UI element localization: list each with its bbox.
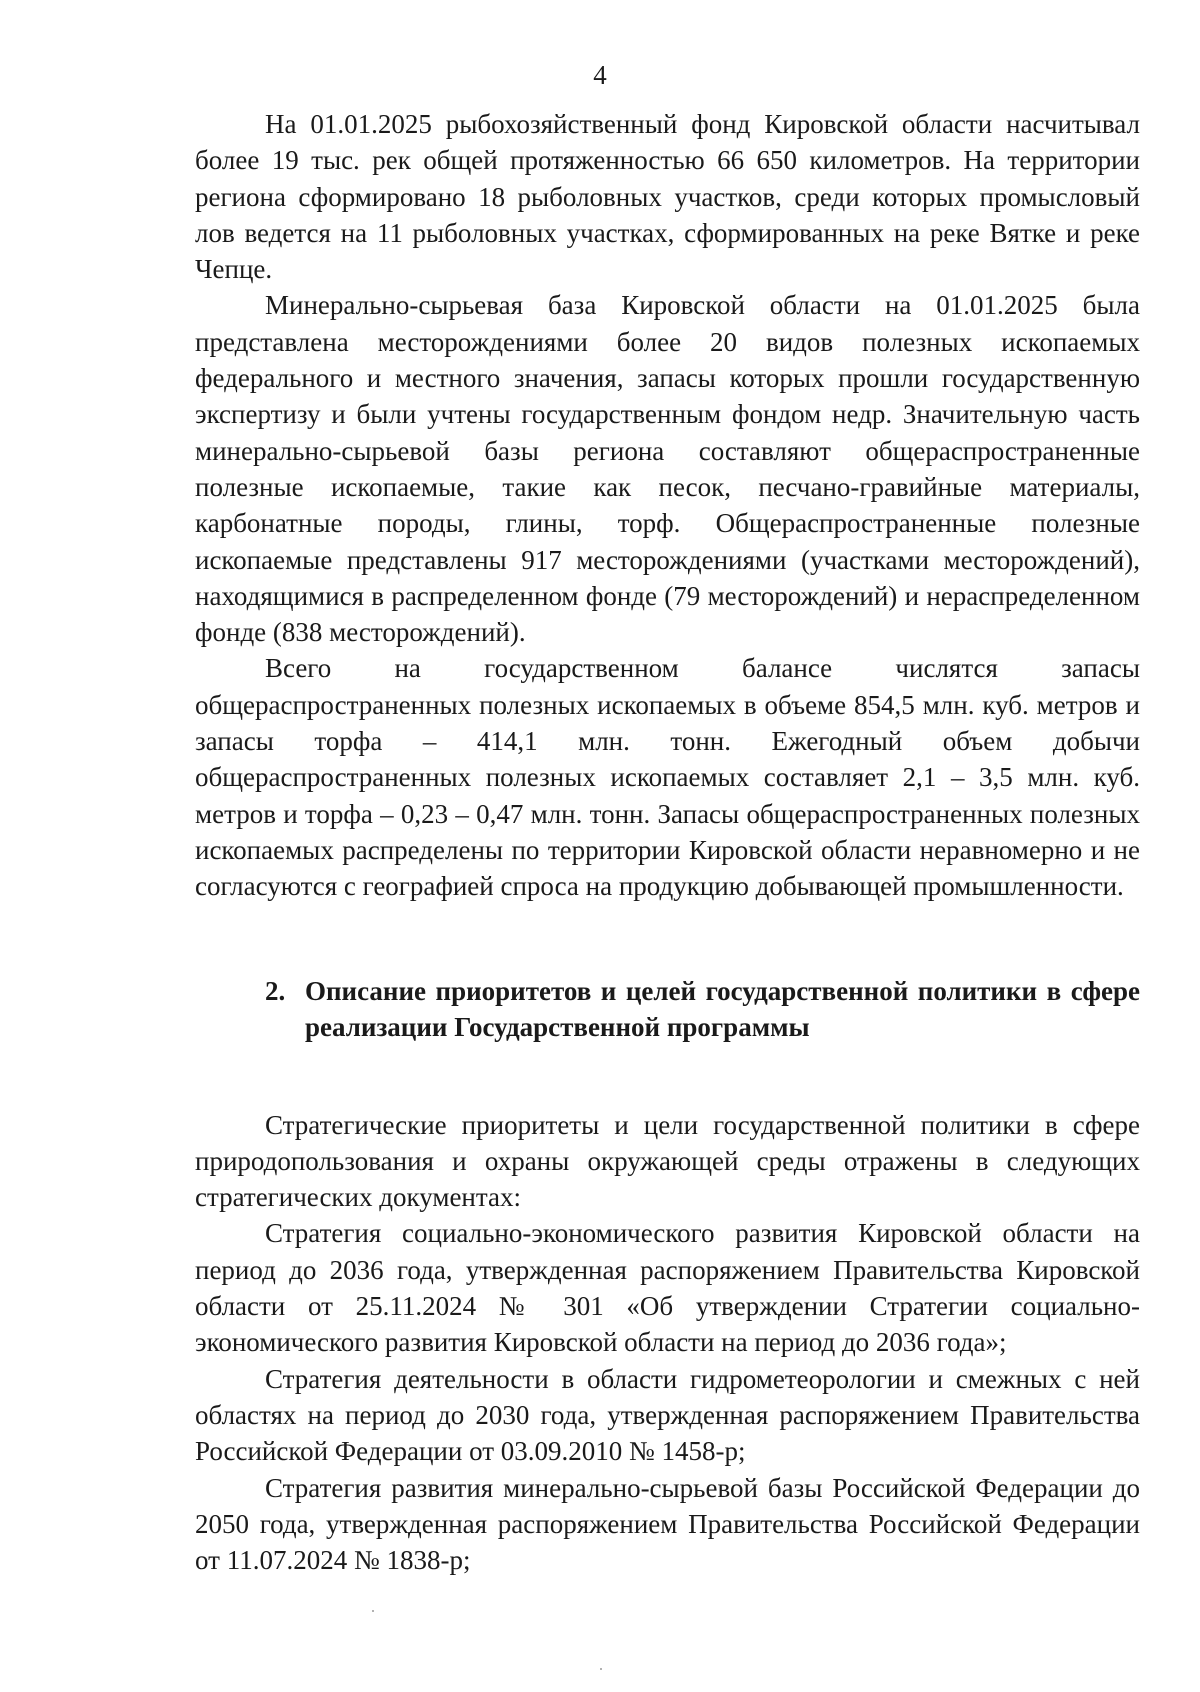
section-number: 2. [265, 975, 286, 1006]
paragraph-fishery-fund: На 01.01.2025 рыбохозяйственный фонд Кировской области насчитывал более 19 тыс. рек общей протяженностью 66 650 километров. На территории региона сформировано 18 рыболовных участков, среди которых промысловый лов ведется на 11 рыболовных участках, сформированных на реке Вятке и реке Чепце. [195, 109, 1140, 285]
paragraph-strategy-mineral: Стратегия развития минерально-сырьевой базы Российской Федерации до 2050 года, утвержденная распоряжением Правительства Российской Федерации от 11.07.2024 № 1838-р; [195, 1472, 1140, 1576]
paragraph-mineral-base: Минерально-сырьевая база Кировской области на 01.01.2025 была представлена месторождениями более 20 видов полезных ископаемых федерального и местного значения, запасы которых прошли государственную экспертизу и были учтены государственным фондом недр. Значительную часть минерально-сырьевой базы региона составляют общераспространенные полезные ископаемые, такие как песок, песчано-гравийные материалы, карбонатные породы, глины, торф. Общераспространенные полезные ископаемые представлены 917 месторождениями (участками месторождений), находящимися в распределенном фонде (79 месторождений) и нераспределенном фонде (838 месторождений). [195, 290, 1140, 648]
paragraph-strategic-priorities: Стратегические приоритеты и цели государственной политики в сфере природопользования и охраны окружающей среды отражены в следующих стратегических документах: [195, 1109, 1140, 1213]
document-body [195, 106, 1140, 1578]
paragraph-reserves: Всего на государственном балансе числятся запасы общераспространенных полезных ископаемых в объеме 854,5 млн. куб. метров и запасы торфа – 414,1 млн. тонн. Ежегодный объем добычи общераспространенных полезных ископаемых составляет 2,1 – 3,5 млн. куб. метров и торфа – 0,23 – 0,47 млн. тонн. Запасы общераспространенных полезных ископаемых распределены по территории Кировской области неравномерно и не согласуются с географией спроса на продукцию добывающей промышленности. [195, 653, 1140, 902]
section-heading [195, 973, 1140, 1045]
scan-speck [372, 1610, 374, 1612]
page-number: 4 [593, 60, 607, 90]
paragraph-strategy-kirov: Стратегия социально-экономического развития Кировской области на период до 2036 года, утвержденная распоряжением Правительства Кировской области от 25.11.2024 № 301 «Об утверждении Стратегии социально-экономического развития Кировской области на период до 2036 года»; [195, 1218, 1140, 1358]
scan-speck [600, 1668, 602, 1670]
paragraph-strategy-hydromet: Стратегия деятельности в области гидрометеорологии и смежных с ней областях на период до 2030 года, утвержденная распоряжением Правительства Российской Федерации от 03.09.2010 № 1458-р; [195, 1363, 1140, 1467]
section-title: Описание приоритетов и целей государственной политики в сфере реализации Государственной программы [305, 975, 1140, 1042]
